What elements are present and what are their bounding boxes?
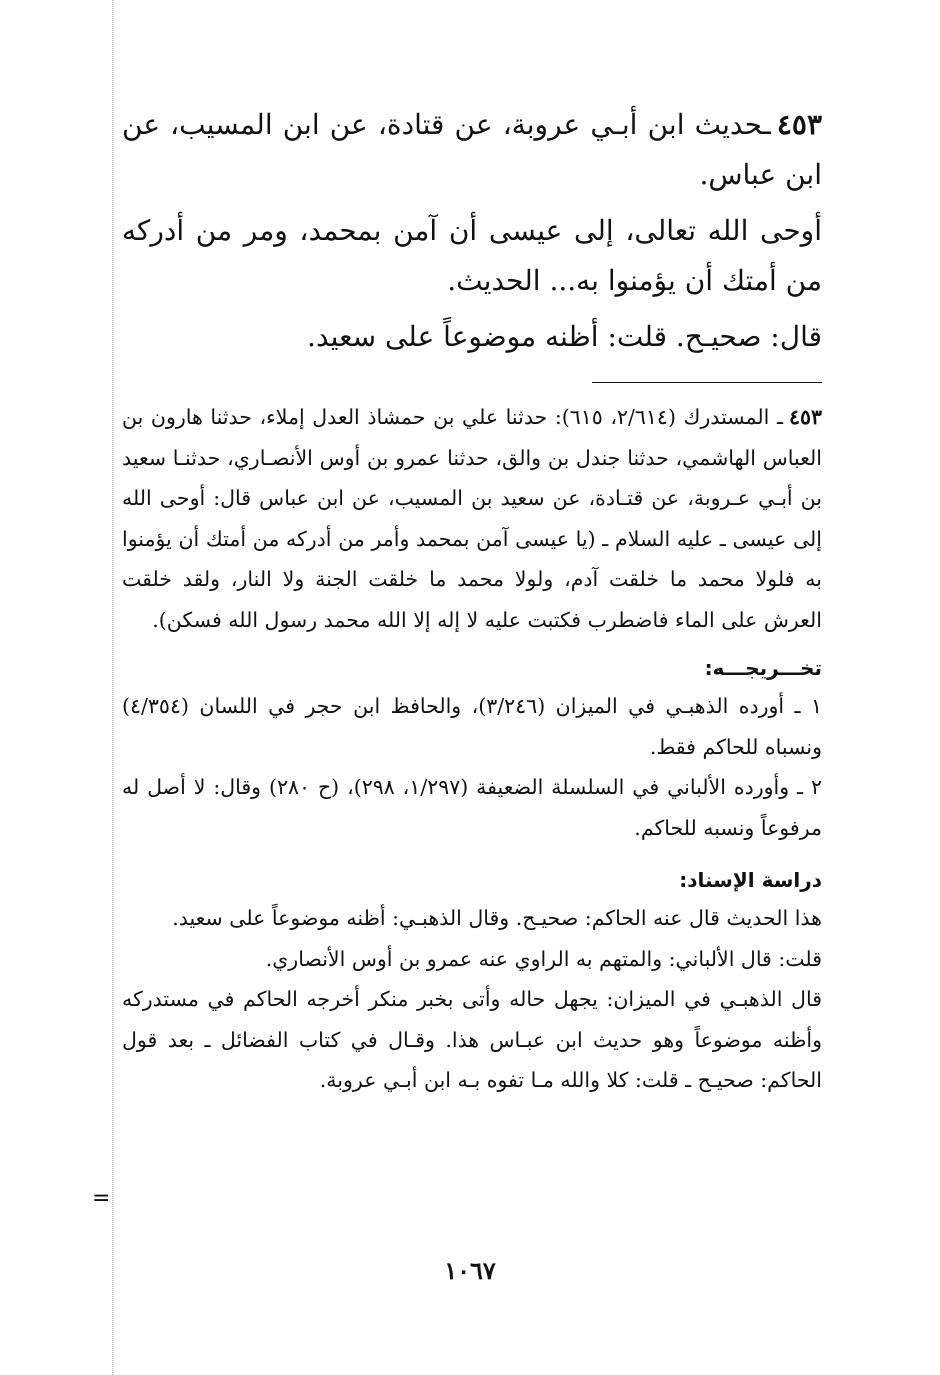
takhrij-heading: تخـــريجـــه: <box>704 656 822 680</box>
page-number: ١٠٦٧ <box>444 1256 496 1285</box>
hadith-quote: أوحى الله تعالى، إلى عيسى أن آمن بمحمد، ومر من أدركه من أمتك أن يؤمنوا به... الحديث. <box>122 214 822 297</box>
footnote-text: المستدرك (٢/٦١٤، ٦١٥): حدثنا علي بن حمشاذ العدل إملاء، حدثنا هارون بن العباس الهاشمي، حدثنا جندل بن والق، حدثنا عمرو بن أوس الأنصـاري، حدثنـا سعيد بن أبـي عـروبة، عن قتـادة، عن سعيد بن المسيب، عن ابن عباس قال: أوحى الله إلى عيسى ـ عليه السلام ـ (يا عيسى آمن بمحمد وأمر من أدركه من أمتك أن يؤمنوا به فلولا محمد ما خلقت آدم، ولولا محمد ما خلقت الجنة ولا النار، ولقد خلقت العرش على الماء فاضطرب فكتبت عليه لا إله إلا الله محمد رسول الله فسكن). <box>122 405 822 632</box>
dirasa-paragraph-2: قلت: قال الألباني: والمتهم به الراوي عنه عمرو بن أوس الأنصاري. <box>265 946 822 971</box>
footnote-separator <box>592 382 822 383</box>
takhrij-item-2: ٢ ـ وأورده الألباني في السلسلة الضعيفة (١/٢٩٧، ٢٩٨)، (ح ٢٨٠) وقال: لا أصل له مرفوعاً ونسبه للحاكم. <box>122 775 822 840</box>
dirasa-paragraph-3: قال الذهبـي في الميزان: يجهل حاله وأتى بخبر منكر أخرجه الحاكم في مستدركه وأظنه موضوعاً وهو حديث ابن عبـاس هذا. وقـال في كتاب الفضائل ـ بعد قول الحاكم: صحيـح ـ قلت: كلا والله مـا تفوه بـه ابن أبـي عروبة. <box>122 987 822 1092</box>
margin-rule <box>112 0 113 1375</box>
hadith-entry <box>122 100 822 200</box>
continuation-mark: = <box>92 1186 111 1211</box>
footnote-dash: ـ <box>776 405 783 429</box>
hadith-text: حديث ابن أبـي عروبة، عن قتادة، عن ابن المسيب، عن ابن عباس. <box>122 108 822 191</box>
page-body <box>122 100 822 1101</box>
hadith-number: ٤٥٣ <box>776 108 822 141</box>
dirasa-heading: دراسة الإسناد: <box>679 868 822 892</box>
takhrij-item-1: ١ ـ أورده الذهبـي في الميزان (٣/٢٤٦)، والحافظ ابن حجر في اللسان (٤/٣٥٤) ونسباه للحاكم فقط. <box>122 694 823 759</box>
footnote-number: ٤٥٣ <box>788 405 822 429</box>
hadith-dash: ـ <box>762 108 771 141</box>
footnote-entry <box>122 397 822 640</box>
hadith-verdict: قال: صحيـح. قلت: أظنه موضوعاً على سعيد. <box>307 320 822 353</box>
dirasa-paragraph-1: هذا الحديث قال عنه الحاكم: صحيـح. وقال الذهبـي: أظنه موضوعاً على سعيد. <box>172 906 822 930</box>
